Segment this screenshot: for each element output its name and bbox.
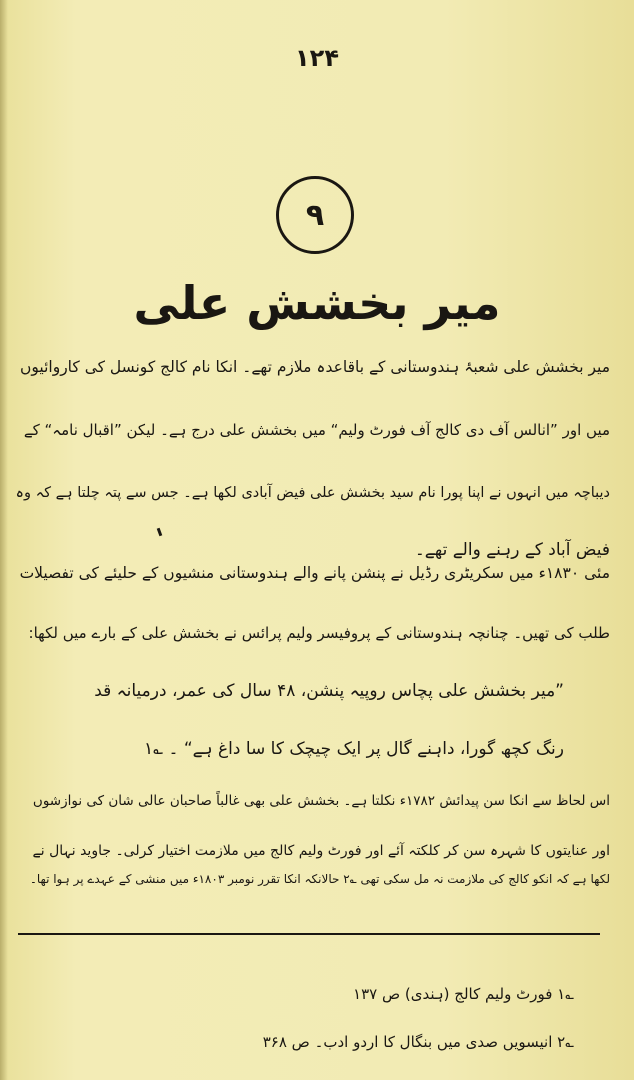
footnote-divider [18, 933, 600, 935]
body-line-5: مئی ۱۸۳۰ء میں سکریٹری رڈیل نے پنشن پانے والے ہندوستانی منشیوں کے حلیئے کی تفصیلات [19, 564, 610, 582]
page-edge-shadow [0, 0, 8, 1080]
chapter-number: ۹ [305, 197, 325, 233]
body-line-8: اور عنایتوں کا شہرہ سن کر کلکتہ آئے اور فورٹ ولیم کالج میں ملازمت اختیار کرلی۔ جاوید نہال نے [32, 843, 610, 859]
chapter-number-circle [276, 176, 354, 254]
ink-mark [157, 528, 163, 537]
quote-line-2: رنگ کچھ گورا، داہنے گال پر ایک چیچک کا سا داغ ہے“ ۔ ؎۱ [143, 739, 564, 759]
body-line-3: دیباچہ میں انہوں نے اپنا پورا نام سید بخشش علی فیض آبادی لکھا ہے۔ جس سے پتہ چلتا ہے کہ وہ [15, 485, 610, 501]
body-line-2: میں اور ”انالس آف دی کالج آف فورٹ ولیم“ میں بخشش علی درج ہے۔ لیکن ”اقبال نامہ“ کے [23, 421, 610, 439]
page-number: ۱۲۴ [295, 44, 339, 72]
body-line-4: فیض آباد کے رہنے والے تھے۔ [414, 540, 610, 560]
body-line-1: میر بخشش علی شعبۂ ہندوستانی کے باقاعدہ ملازم تھے۔ انکا نام کالج کونسل کی کاروائیوں [20, 358, 610, 376]
body-line-7: اس لحاظ سے انکا سن پیدائش ۱۷۸۲ء نکلتا ہے۔ بخشش علی بھی غالباً صاحبان عالی شان کی نوازشوں [32, 793, 610, 809]
chapter-title: میر بخشش علی [133, 276, 501, 330]
quote-line-1: ”میر بخشش علی پچاس روپیہ پنشن، ۴۸ سال کی عمر، درمیانہ قد [94, 681, 564, 701]
body-line-9: لکھا ہے کہ انکو کالج کی ملازمت نہ مل سکی تھی ؎۲ حالانکہ انکا تقرر نومبر ۱۸۰۳ء میں منشی کے عہدے پر ہوا تھا۔ [29, 872, 610, 886]
body-line-6: طلب کی تھیں۔ چنانچہ ہندوستانی کے پروفیسر ولیم پرائس نے بخشش علی کے بارے میں لکھا: [28, 624, 610, 642]
footnote-1: ؎۱ فورٹ ولیم کالج (ہندی) ص ۱۳۷ [353, 985, 574, 1003]
footnote-2: ؎۲ انیسویں صدی میں بنگال کا اردو ادب۔ ص ۳۶۸ [262, 1033, 574, 1051]
